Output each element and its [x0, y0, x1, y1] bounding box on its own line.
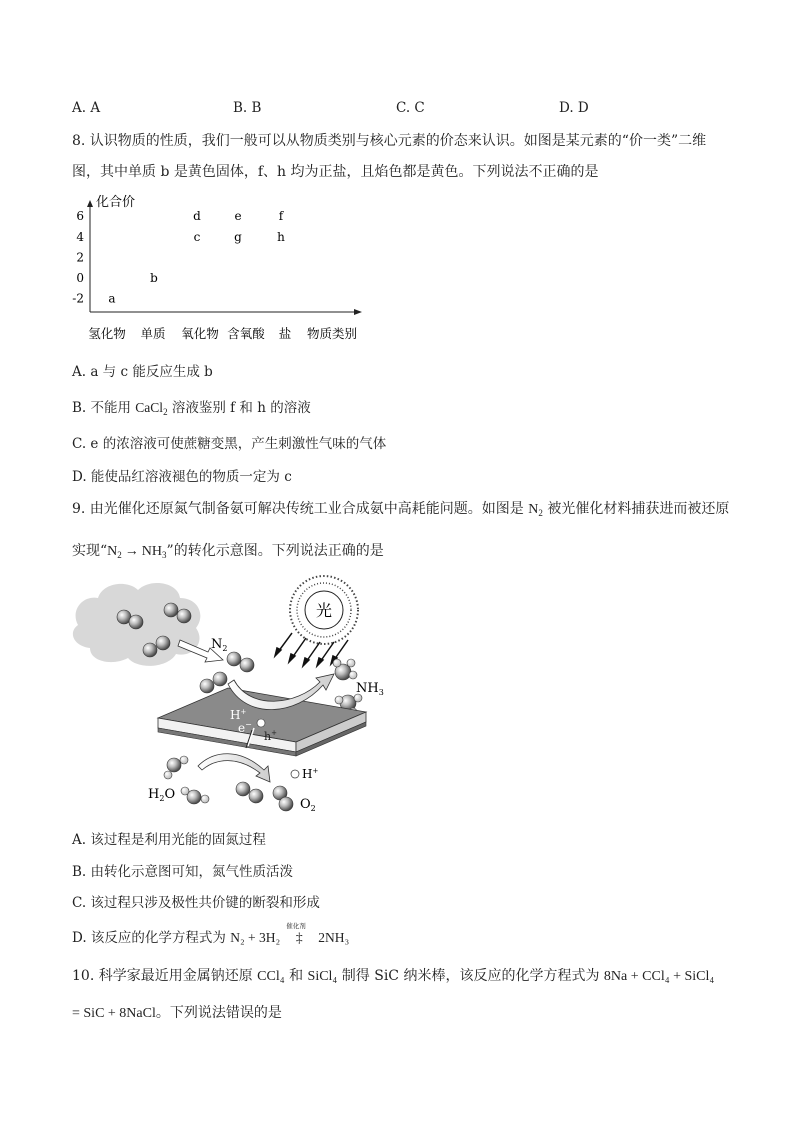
data-point-b: b [150, 271, 158, 285]
n2-to-nh3-equation: $N_2 \to NH_3$ [107, 544, 167, 560]
q9-stem-line2: 实现“$N_2 \to NH_3$”的转化示意图。下列说法正确的是 [72, 543, 384, 560]
q9-option-a: A. 该过程是利用光能的固氮过程 [72, 832, 266, 848]
electron-label: e− [238, 720, 252, 735]
o2-atom [249, 789, 263, 803]
data-point-d: d [193, 209, 201, 224]
x-tick-label: 氧化物 [181, 326, 219, 341]
y-tick-label: 0 [76, 271, 84, 285]
h-plus-label: H+ [230, 708, 247, 722]
data-point-c: c [193, 229, 201, 244]
q8-option-d: D. 能使品红溶液褪色的物质一定为 c [72, 469, 292, 485]
nh3-label: $NH_3$ [356, 681, 384, 697]
q7-option-d: D. D [559, 100, 589, 116]
cacl2-formula: CaCl$_2$ [135, 400, 168, 417]
valence-class-chart [60, 190, 380, 345]
x-tick-label: 含氧酸 [227, 326, 265, 341]
x-tick-label: 盐 [278, 326, 292, 341]
q10-stem-line2: = SiC + 8NaCl。下列说法错误的是 [72, 1005, 282, 1021]
o2-label: $O_2$ [300, 797, 316, 813]
q8-stem-line1: 8. 认识物质的性质，我们一般可以从物质类别与核心元素的价态来认识。如图是某元素的“价一类”二维 [72, 133, 707, 149]
q8-option-c: C. e 的浓溶液可使蔗糖变黑，产生刺激性气味的气体 [72, 436, 387, 452]
h2o-o-atom [167, 758, 181, 772]
data-point-a: a [108, 291, 116, 306]
n2-atom [200, 679, 214, 693]
y-axis-arrow [87, 200, 93, 207]
h-plus-bottom-label: H+ [302, 767, 319, 781]
sicl4-formula: SiCl₄ [307, 969, 338, 984]
q10-stem-line1: 10. 科学家最近用金属钠还原 CCl₄ 和 SiCl₄ 制得 SiC 纳米棒，该反应的化学方程式为 8Na + CCl₄ + SiCl₄ [72, 968, 715, 984]
sun-icon [290, 576, 358, 644]
x-axis-arrow [354, 309, 362, 315]
reaction-right-side: = SiC + 8NaCl [72, 1006, 156, 1021]
q8-option-b-post: 溶液鉴别 f 和 h 的溶液 [167, 400, 311, 416]
q7-option-b: B. B [233, 100, 262, 116]
q9-stem-line1: 9. 由光催化还原氮气制备氨可解决传统工业合成氨中高耗能问题。如图是 $N_2$ 被光催化材料捕获进而被还原 [72, 501, 730, 518]
o2-atom [236, 782, 250, 796]
data-point-e: e [234, 209, 242, 224]
photocatalysis-diagram [68, 570, 408, 815]
hole-label: h+ [264, 729, 277, 743]
y-tick-label: 6 [76, 209, 84, 224]
q8-stem-line2: 图，其中单质 b 是黄色固体，f、h 均为正盐，且焰色都是黄色。下列说法不正确的是 [72, 164, 599, 180]
n2-atom [143, 643, 157, 657]
o2-atom [279, 797, 293, 811]
q9-option-d: D. 该反应的化学方程式为 N₂ + 3H₂ 催化剂 ‡ 2NH₃ [72, 923, 350, 946]
reaction-left-side: 8Na + CCl₄ + SiCl₄ [603, 969, 715, 984]
x-tick-label: 氢化物 [88, 326, 126, 341]
q9-option-c: C. 该过程只涉及极性共价键的断裂和形成 [72, 895, 320, 911]
x-axis-label: 物质类别 [306, 326, 358, 341]
y-tick-label: -2 [72, 291, 84, 306]
y-tick-label: 4 [76, 229, 84, 244]
q7-option-a: A. A [72, 100, 101, 116]
q7-option-c: C. C [396, 100, 425, 116]
n2-atom [129, 615, 143, 629]
ccl4-formula: CCl₄ [257, 969, 285, 984]
oxidation-arrow [198, 754, 270, 782]
y-axis-label: 化合价 [96, 195, 136, 210]
light-label: 光 [315, 601, 333, 620]
n2-atom [156, 636, 170, 650]
x-tick-label: 单质 [140, 326, 166, 341]
data-point-f: f [278, 209, 284, 224]
haber-equation: N₂ + 3H₂ 催化剂 ‡ 2NH₃ [230, 923, 350, 945]
data-point-h: h [277, 229, 285, 244]
y-tick-label: 2 [76, 250, 84, 265]
q8-option-b [72, 396, 311, 417]
n2-label: $N_2$ [211, 637, 228, 653]
h2o-label: $H_2O$ [148, 787, 176, 803]
n2-atom [177, 609, 191, 623]
n2-atom [227, 652, 241, 666]
q8-option-a: A. a 与 c 能反应生成 b [72, 364, 213, 380]
n2-formula: $N_2$ [528, 502, 543, 518]
n2-atom [240, 658, 254, 672]
n2-atom [213, 672, 227, 686]
q9-option-b: B. 由转化示意图可知，氮气性质活泼 [72, 864, 294, 880]
data-point-g: g [234, 229, 242, 244]
q8-option-b-pre: B. 不能用 [72, 400, 136, 416]
n2-atom [164, 603, 178, 617]
